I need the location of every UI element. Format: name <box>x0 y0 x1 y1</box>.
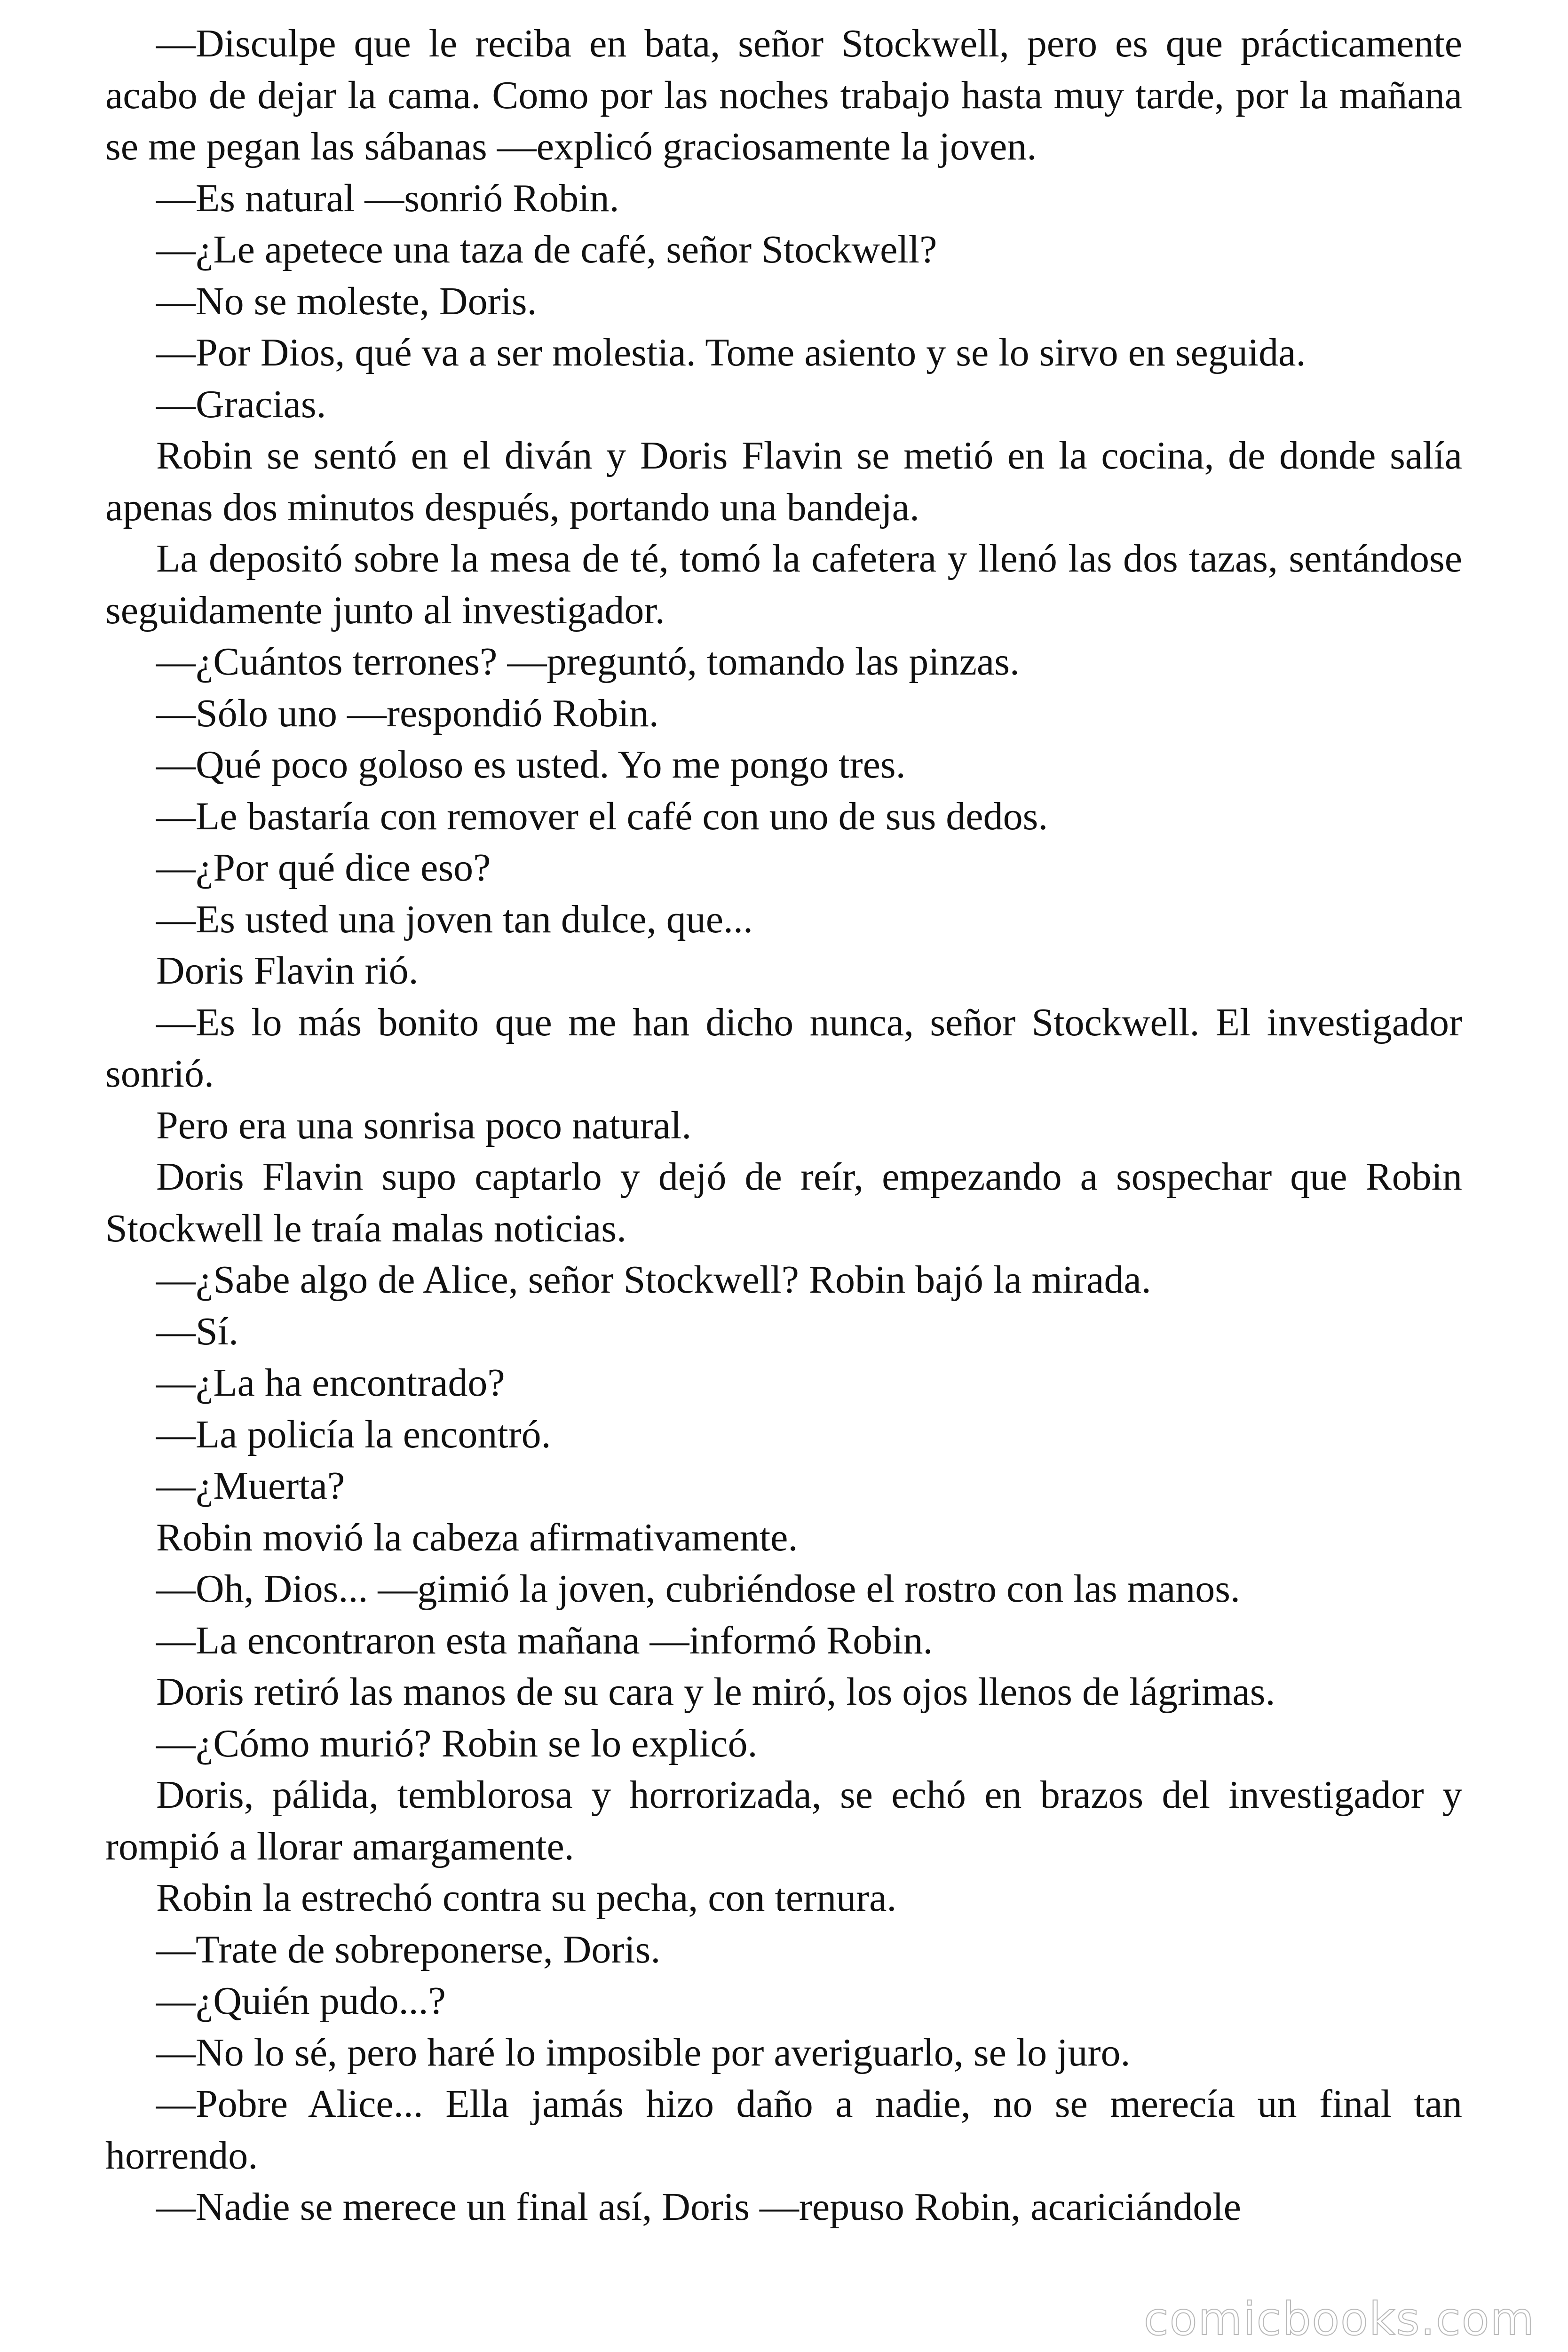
watermark: comicbooks.com <box>1143 2293 1535 2345</box>
paragraph: —La policía la encontró. <box>156 1412 551 1456</box>
paragraph: Doris, pálida, temblorosa y horrorizada, se echó en brazos del investigador y rompió a llorar amargamente. <box>105 1773 1462 1868</box>
body-text <box>105 18 1462 2233</box>
paragraph: —Por Dios, qué va a ser molestia. Tome asiento y se lo sirvo en seguida. <box>156 331 1306 374</box>
paragraph: —¿Cómo murió? Robin se lo explicó. <box>156 1721 758 1765</box>
paragraph: —¿Muerta? <box>156 1464 345 1508</box>
paragraph: —¿Le apetece una taza de café, señor Stockwell? <box>156 228 937 271</box>
paragraph: —Le bastaría con remover el café con uno de sus dedos. <box>156 794 1048 838</box>
paragraph: —La encontraron esta mañana —informó Robin. <box>156 1618 933 1662</box>
paragraph: Doris Flavin rió. <box>156 949 419 993</box>
paragraph: Robin se sentó en el diván y Doris Flavin se metió en la cocina, de donde salía apenas dos minutos después, portando una bandeja. <box>105 434 1462 529</box>
paragraph: —Es lo más bonito que me han dicho nunca, señor Stockwell. El investigador sonrió. <box>105 1000 1462 1096</box>
paragraph: —Es natural —sonrió Robin. <box>156 176 619 220</box>
paragraph: —No se moleste, Doris. <box>156 279 537 323</box>
paragraph: Pero era una sonrisa poco natural. <box>156 1103 692 1147</box>
paragraph: —¿Cuántos terrones? —preguntó, tomando las pinzas. <box>156 640 1020 683</box>
paragraph: —Sí. <box>156 1309 239 1353</box>
paragraph: —Oh, Dios... —gimió la joven, cubriéndose el rostro con las manos. <box>156 1567 1240 1611</box>
paragraph: La depositó sobre la mesa de té, tomó la cafetera y llenó las dos tazas, sentándose seguidamente junto al investigador. <box>105 537 1462 632</box>
paragraph: —Pobre Alice... Ella jamás hizo daño a nadie, no se merecía un final tan horrendo. <box>105 2082 1462 2177</box>
paragraph: Doris retiró las manos de su cara y le miró, los ojos llenos de lágrimas. <box>156 1670 1275 1714</box>
paragraph: Doris Flavin supo captarlo y dejó de reír, empezando a sospechar que Robin Stockwell le traía malas noticias. <box>105 1155 1462 1250</box>
paragraph: —¿Quién pudo...? <box>156 1979 446 2023</box>
paragraph: —Gracias. <box>156 382 326 426</box>
paragraph: —Es usted una joven tan dulce, que... <box>156 897 753 941</box>
paragraph: —No lo sé, pero haré lo imposible por averiguarlo, se lo juro. <box>156 2030 1131 2074</box>
paragraph: —Qué poco goloso es usted. Yo me pongo tres. <box>156 743 906 787</box>
paragraph: —Nadie se merece un final así, Doris —repuso Robin, acariciándole <box>156 2185 1241 2229</box>
paragraph: —¿Por qué dice eso? <box>156 846 491 890</box>
paragraph: —Disculpe que le reciba en bata, señor Stockwell, pero es que prácticamente acabo de dejar la cama. Como por las noches trabajo hasta muy tarde, por la mañana se me pegan las sábanas —explicó graciosamente la joven. <box>105 22 1462 168</box>
paragraph: Robin movió la cabeza afirmativamente. <box>156 1515 798 1559</box>
paragraph: —¿Sabe algo de Alice, señor Stockwell? Robin bajó la mirada. <box>156 1258 1151 1302</box>
paragraph: —¿La ha encontrado? <box>156 1361 505 1405</box>
paragraph: —Sólo uno —respondió Robin. <box>156 691 659 735</box>
paragraph: —Trate de sobreponerse, Doris. <box>156 1927 661 1971</box>
paragraph: Robin la estrechó contra su pecha, con ternura. <box>156 1876 897 1920</box>
